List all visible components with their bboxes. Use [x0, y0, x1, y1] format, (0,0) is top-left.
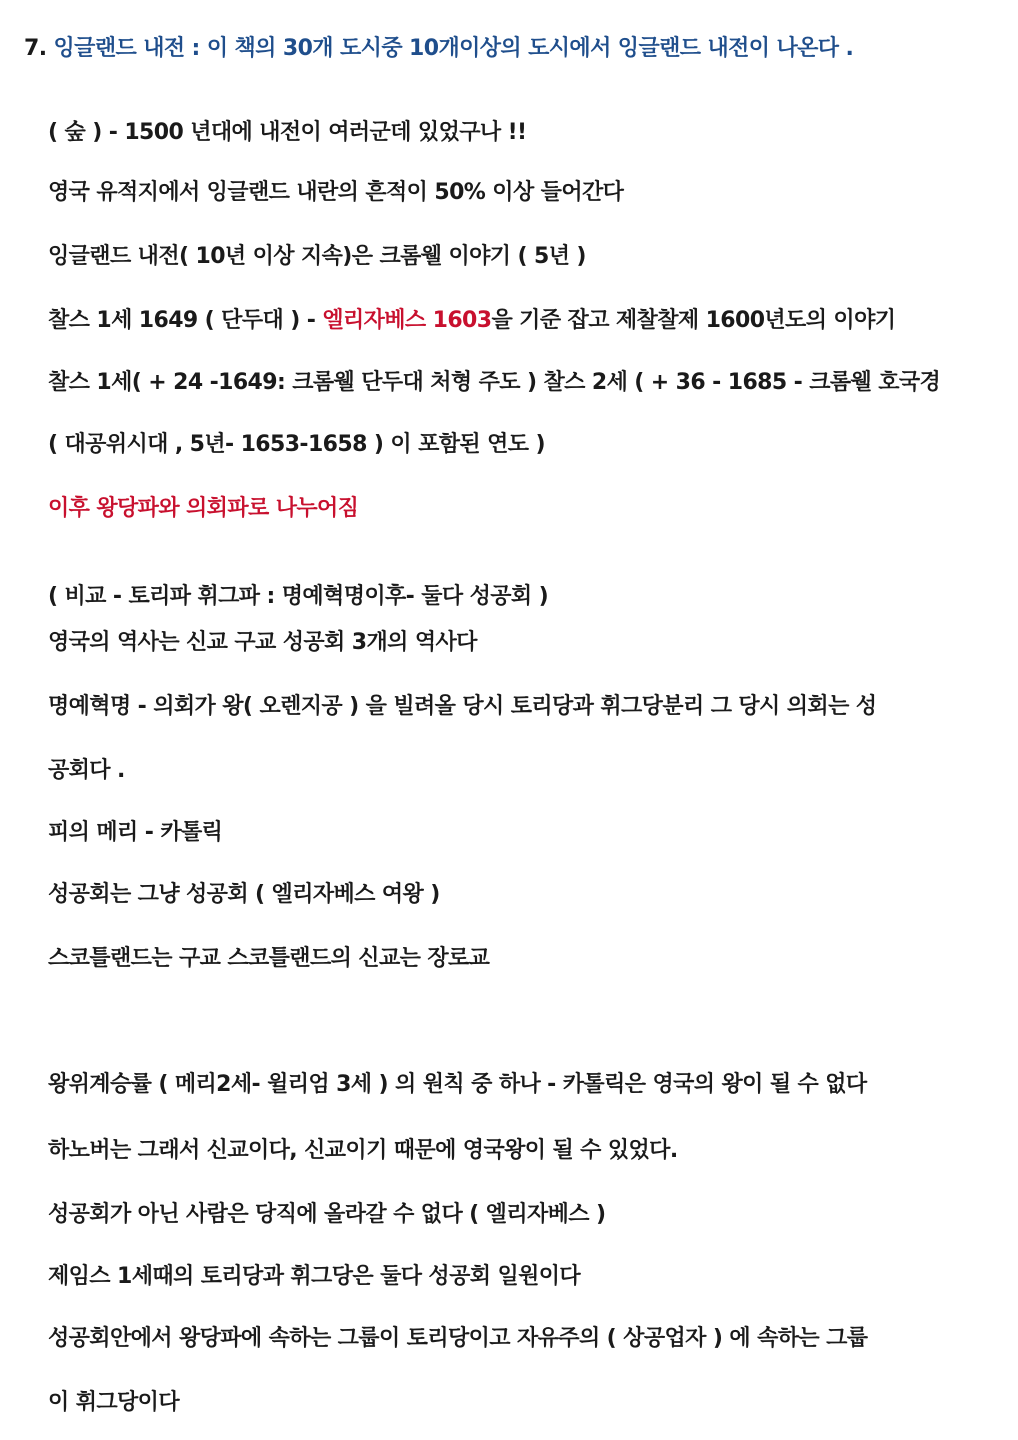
- note-line: 공회다 .: [48, 758, 125, 783]
- note-segment: 을 기준 잡고 제찰찰제 1600년도의 이야기: [491, 308, 896, 333]
- note-line: 성공회안에서 왕당파에 속하는 그룹이 토리당이고 자유주의 ( 상공업자 ) 에 속하는 그룹: [48, 1326, 868, 1351]
- highlight-text: 엘리자베스 1603: [322, 308, 492, 333]
- note-line: 이 휘그당이다: [48, 1390, 179, 1415]
- highlight-line: 이후 왕당파와 의회파로 나누어짐: [48, 496, 359, 521]
- note-line: ( 비교 - 토리파 휘그파 : 명예혁명이후- 둘다 성공회 ): [48, 584, 549, 609]
- note-line: 왕위계승률 ( 메리2세- 윌리엄 3세 ) 의 원칙 중 하나 - 카톨릭은 영국의 왕이 될 수 없다: [48, 1072, 867, 1097]
- note-line: 찰스 1세( + 24 -1649: 크롬웰 단두대 처형 주도 ) 찰스 2세 ( + 36 - 1685 - 크롬웰 호국경: [48, 370, 941, 395]
- section-title-text: 잉글랜드 내전 : 이 책의 30개 도시중 10개이상의 도시에서 잉글랜드 내전이 나온다 .: [53, 36, 854, 61]
- section-number: 7.: [24, 36, 47, 61]
- note-line: 영국 유적지에서 잉글랜드 내란의 흔적이 50% 이상 들어간다: [48, 180, 624, 205]
- note-line: ( 숲 ) - 1500 년대에 내전이 여러군데 있었구나 !!: [48, 120, 527, 145]
- note-line: 스코틀랜드는 구교 스코틀랜드의 신교는 장로교: [48, 946, 490, 971]
- note-line: 성공회는 그냥 성공회 ( 엘리자베스 여왕 ): [48, 882, 440, 907]
- note-line: 피의 메리 - 카톨릭: [48, 820, 223, 845]
- note-line: 하노버는 그래서 신교이다, 신교이기 때문에 영국왕이 될 수 있었다.: [48, 1138, 678, 1163]
- note-line: 제임스 1세때의 토리당과 휘그당은 둘다 성공회 일원이다: [48, 1264, 581, 1289]
- note-segment: 찰스 1세 1649 ( 단두대 ) -: [48, 308, 323, 333]
- note-line: 성공회가 아닌 사람은 당직에 올라갈 수 없다 ( 엘리자베스 ): [48, 1202, 606, 1227]
- section-title: [24, 34, 853, 64]
- note-line: 영국의 역사는 신교 구교 성공회 3개의 역사다: [48, 630, 477, 655]
- note-line: ( 대공위시대 , 5년- 1653-1658 ) 이 포함된 연도 ): [48, 432, 545, 457]
- note-line: 잉글랜드 내전( 10년 이상 지속)은 크롬웰 이야기 ( 5년 ): [48, 244, 586, 269]
- note-line-mixed: [48, 306, 895, 336]
- note-line: 명예혁명 - 의회가 왕( 오렌지공 ) 을 빌려올 당시 토리당과 휘그당분리 그 당시 의회는 성: [48, 694, 877, 719]
